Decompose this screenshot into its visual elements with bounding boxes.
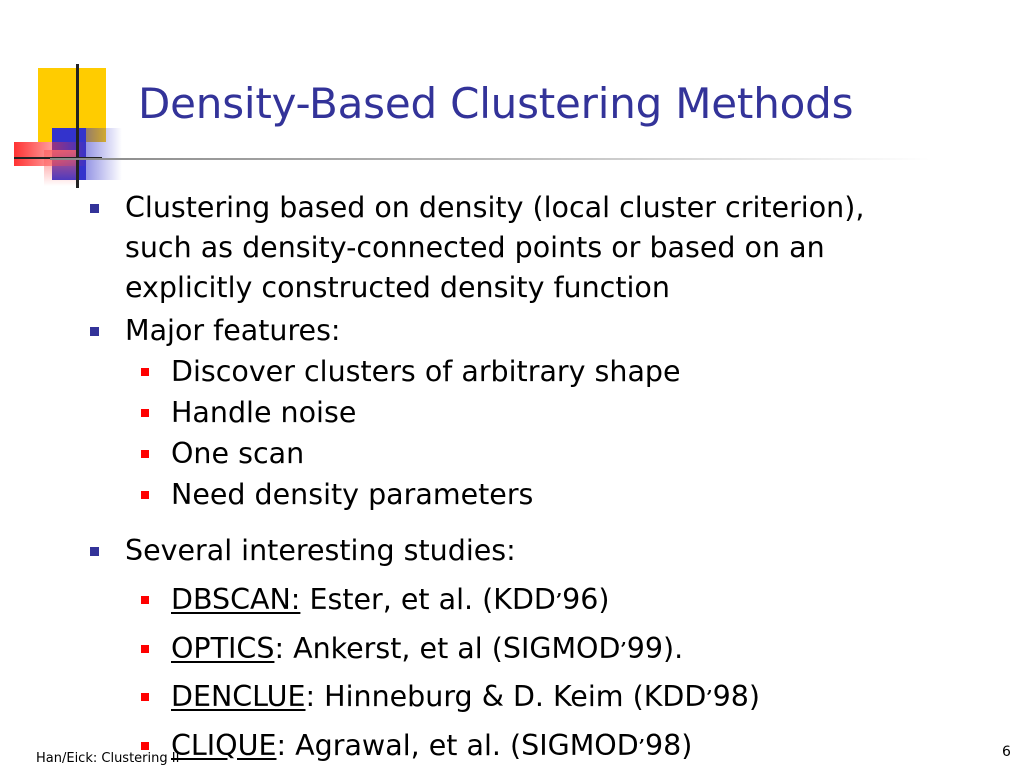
sub-bullet-square-icon <box>141 409 149 417</box>
slide-title: Density-Based Clustering Methods <box>138 79 854 128</box>
sub-bullet-square-icon <box>141 491 149 499</box>
study-citation: : Agrawal, et al. (SIGMOD <box>276 729 639 762</box>
apostrophe: ’ <box>706 687 713 708</box>
apostrophe: ’ <box>555 590 563 611</box>
bullet-square-icon <box>90 327 99 336</box>
study-citation: Ester, et al. (KDD <box>300 583 556 616</box>
study-citation: : Hinneburg & D. Keim (KDD <box>305 680 707 713</box>
bullet-text: Several interesting studies: <box>125 534 516 567</box>
study-year: 98) <box>644 729 693 762</box>
footer-course-label: Han/Eick: Clustering II <box>36 751 180 766</box>
clique-link[interactable]: CLIQUE <box>171 729 277 762</box>
dbscan-link[interactable]: DBSCAN: <box>171 583 301 616</box>
title-divider <box>50 158 930 160</box>
optics-link[interactable]: OPTICS <box>171 632 275 665</box>
sub-bullet-square-icon <box>141 596 149 604</box>
bullet-text-line: Clustering based on density (local cluster criterion), <box>125 191 865 224</box>
sub-bullet-text: One scan <box>171 437 305 470</box>
bullet-square-icon <box>90 547 99 556</box>
study-year: 99). <box>626 632 684 665</box>
slide-logo-decoration <box>0 60 140 200</box>
study-citation: : Ankerst, et al (SIGMOD <box>274 632 621 665</box>
sub-bullet-square-icon <box>141 693 149 701</box>
sub-bullet-text: Need density parameters <box>171 478 534 511</box>
study-year: 96) <box>562 583 610 616</box>
bullet-clustering-density <box>125 188 864 308</box>
denclue-link[interactable]: DENCLUE <box>171 680 306 713</box>
sub-bullet-text: Handle noise <box>171 396 357 429</box>
study-clique <box>171 726 692 770</box>
bullet-interesting-studies <box>125 531 516 571</box>
study-year: 98) <box>712 680 760 713</box>
sub-bullet-one-scan <box>171 434 304 474</box>
bullet-square-icon <box>90 204 99 213</box>
sub-bullet-arbitrary-shape <box>171 352 681 392</box>
slide-page-number: 6 <box>1002 744 1011 760</box>
sub-bullet-text: Discover clusters of arbitrary shape <box>171 355 681 388</box>
sub-bullet-square-icon <box>141 645 149 653</box>
sub-bullet-density-parameters <box>171 475 533 515</box>
sub-bullet-handle-noise <box>171 393 356 433</box>
study-denclue <box>171 677 760 721</box>
study-dbscan <box>171 580 610 624</box>
bullet-text-line: explicitly constructed density function <box>125 271 670 304</box>
bullet-major-features <box>125 311 341 351</box>
sub-bullet-square-icon <box>141 742 149 750</box>
apostrophe: ’ <box>620 639 627 660</box>
sub-bullet-square-icon <box>141 368 149 376</box>
apostrophe: ’ <box>638 736 645 757</box>
sub-bullet-square-icon <box>141 450 149 458</box>
bullet-text-line: such as density-connected points or based on an <box>125 231 825 264</box>
bullet-text: Major features: <box>125 314 341 347</box>
study-optics <box>171 629 683 673</box>
